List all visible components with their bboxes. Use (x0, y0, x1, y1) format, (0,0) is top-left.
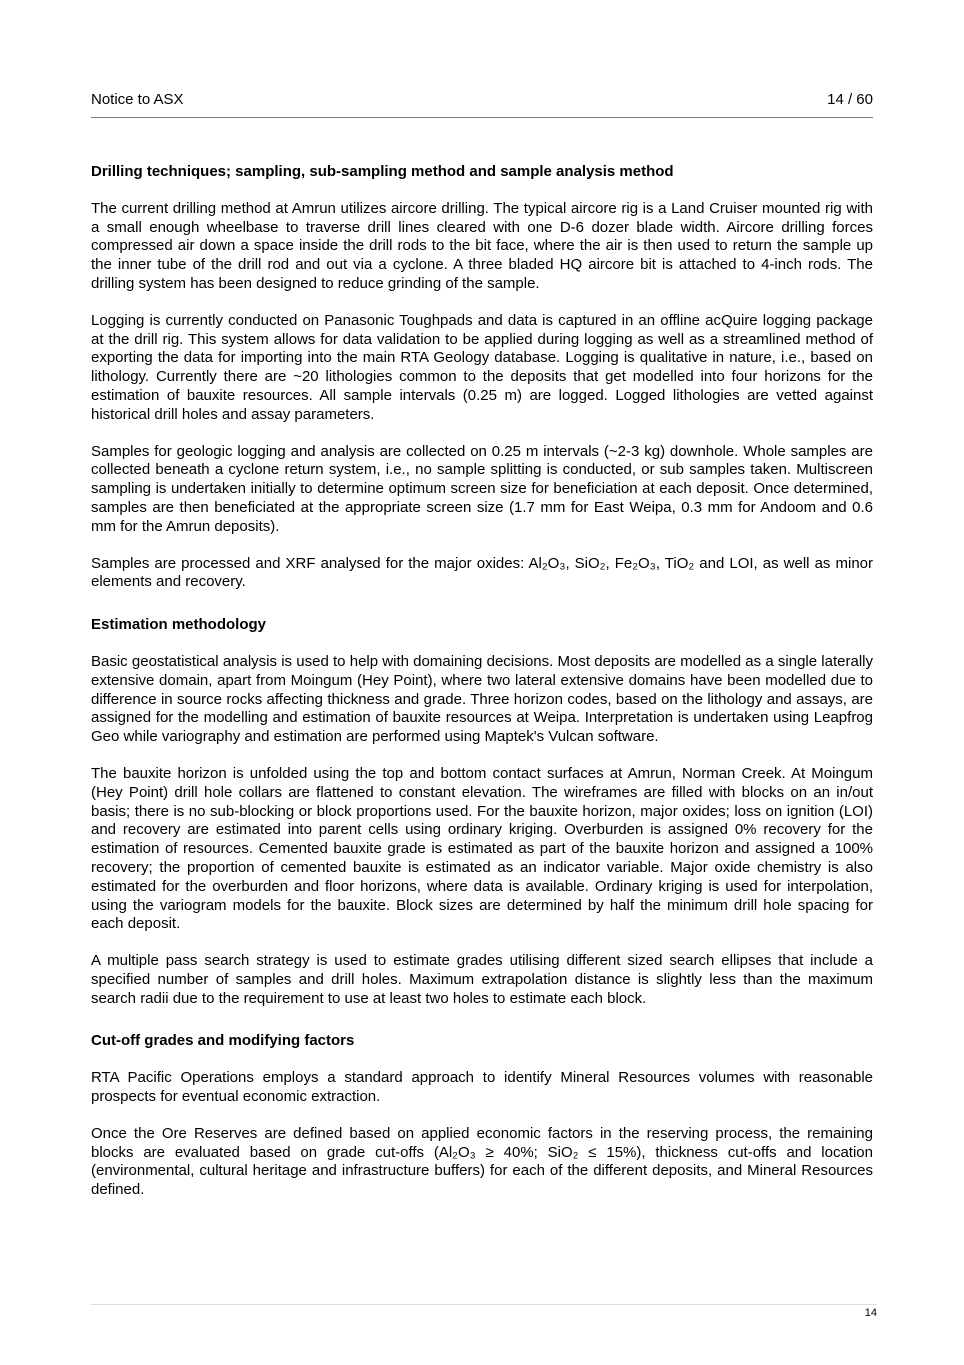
header-rule (91, 117, 873, 118)
paragraph-rta-pacific: RTA Pacific Operations employs a standard approach to identify Mineral Resources volumes with reasonable prospects for eventual economic extraction. (91, 1069, 873, 1106)
page-footer (91, 1304, 877, 1320)
heading-cutoff-grades: Cut-off grades and modifying factors (91, 1032, 355, 1050)
page-header (91, 91, 873, 118)
paragraph-drilling-method: The current drilling method at Amrun utilizes aircore drilling. The typical aircore rig is a Land Cruiser mounted rig with a small enough wheelbase to traverse drill lines cleared with one D-6 dozer blade width. Aircore drilling forces compressed air down a space inside the drill rods to the bit face, where the air is then used to return the sample up the inner tube of the drill rod and out via a cyclone. A three bladed HQ aircore bit is attached to 4-inch rods. The drilling system has been designed to reduce grinding of the sample. (91, 199, 873, 292)
footer-rule (91, 1304, 877, 1305)
paragraph-ore-reserves: Once the Ore Reserves are defined based on applied economic factors in the reserving process, the remaining blocks are evaluated based on grade cut-offs (Al₂O₃ ≥ 40%; SiO₂ ≤ 15%), thickness cut-offs and location (environmental, cultural heritage and infrastructure buffers) for each of the different deposits, and Mineral Resources defined. (91, 1124, 873, 1199)
paragraph-samples-collection: Samples for geologic logging and analysis are collected on 0.25 m intervals (~2-3 kg) downhole. Whole samples are collected beneath a cyclone return system, i.e., no sample splitting is conducted, or sub samples taken. Multiscreen sampling is undertaken initially to determine optimum screen size for beneficiation at each deposit. Once determined, samples are then beneficiated at the appropriate screen size (1.7 mm for East Weipa, 0.3 mm for Andoom and 0.6 mm for the Amrun deposits). (91, 442, 873, 535)
header-title: Notice to ASX (91, 91, 184, 108)
paragraph-bauxite-horizon: The bauxite horizon is unfolded using the top and bottom contact surfaces at Amrun, Norman Creek. At Moingum (Hey Point) drill hole collars are flattened to constant elevation. The wireframes are filled with blocks on an in/out basis; there is no sub-blocking or block proportions used. For the bauxite horizon, major oxides; loss on ignition (LOI) and recovery are estimated into parent cells using ordinary kriging. Overburden is assigned 0% recovery for the estimation of resources. Cemented bauxite grade is estimated as part of the bauxite horizon and assigned a 100% recovery; the proportion of cemented bauxite is estimated as an indicator variable. Major oxide chemistry is also estimated for the overburden and floor horizons, where data is available. Ordinary kriging is used for interpolation, using the variogram models for the bauxite. Block sizes are determined by half the minimum drill hole spacing for each deposit. (91, 764, 873, 933)
paragraph-xrf-analysis: Samples are processed and XRF analysed for the major oxides: Al₂O₃, SiO₂, Fe₂O₃, TiO₂ and LOI, as well as minor elements and recovery. (91, 554, 873, 591)
header-page-indicator: 14 / 60 (827, 91, 873, 108)
footer-page-number: 14 (864, 1307, 877, 1319)
paragraph-search-strategy: A multiple pass search strategy is used to estimate grades utilising different sized search ellipses that include a specified number of samples and drill holes. Maximum extrapolation distance is slightly less than the maximum search radii due to the requirement to use at least two holes to estimate each block. (91, 952, 873, 1007)
heading-estimation-methodology: Estimation methodology (91, 616, 267, 634)
heading-drilling-techniques: Drilling techniques; sampling, sub-sampling method and sample analysis method (91, 163, 674, 180)
paragraph-logging: Logging is currently conducted on Panasonic Toughpads and data is captured in an offline acQuire logging package at the drill rig. This system allows for data validation to be applied during logging as well as a streamlined method of exporting the data for importing into the main RTA Geology database. Logging is qualitative in nature, i.e., based on lithology. Currently there are ~20 lithologies common to the deposits that get modelled into four horizons for the estimation of bauxite resources. All sample intervals (0.25 m) are logged. Logged lithologies are vetted against historical drill holes and assay parameters. (91, 311, 873, 423)
document-body (91, 119, 873, 1218)
paragraph-geostatistical-analysis: Basic geostatistical analysis is used to help with domaining decisions. Most deposits are modelled as a single laterally extensive domain, apart from Moingum (Hey Point), where two lateral extensive domains have been modelled due to difference in source rocks affecting thickness and grade. Three horizon codes, based on the lithology and assays, are assigned for the modelling and estimation of bauxite resources at Weipa. Interpretation is undertaken using Leapfrog Geo while variography and estimation are performed using Maptek's Vulcan software. (91, 652, 873, 746)
